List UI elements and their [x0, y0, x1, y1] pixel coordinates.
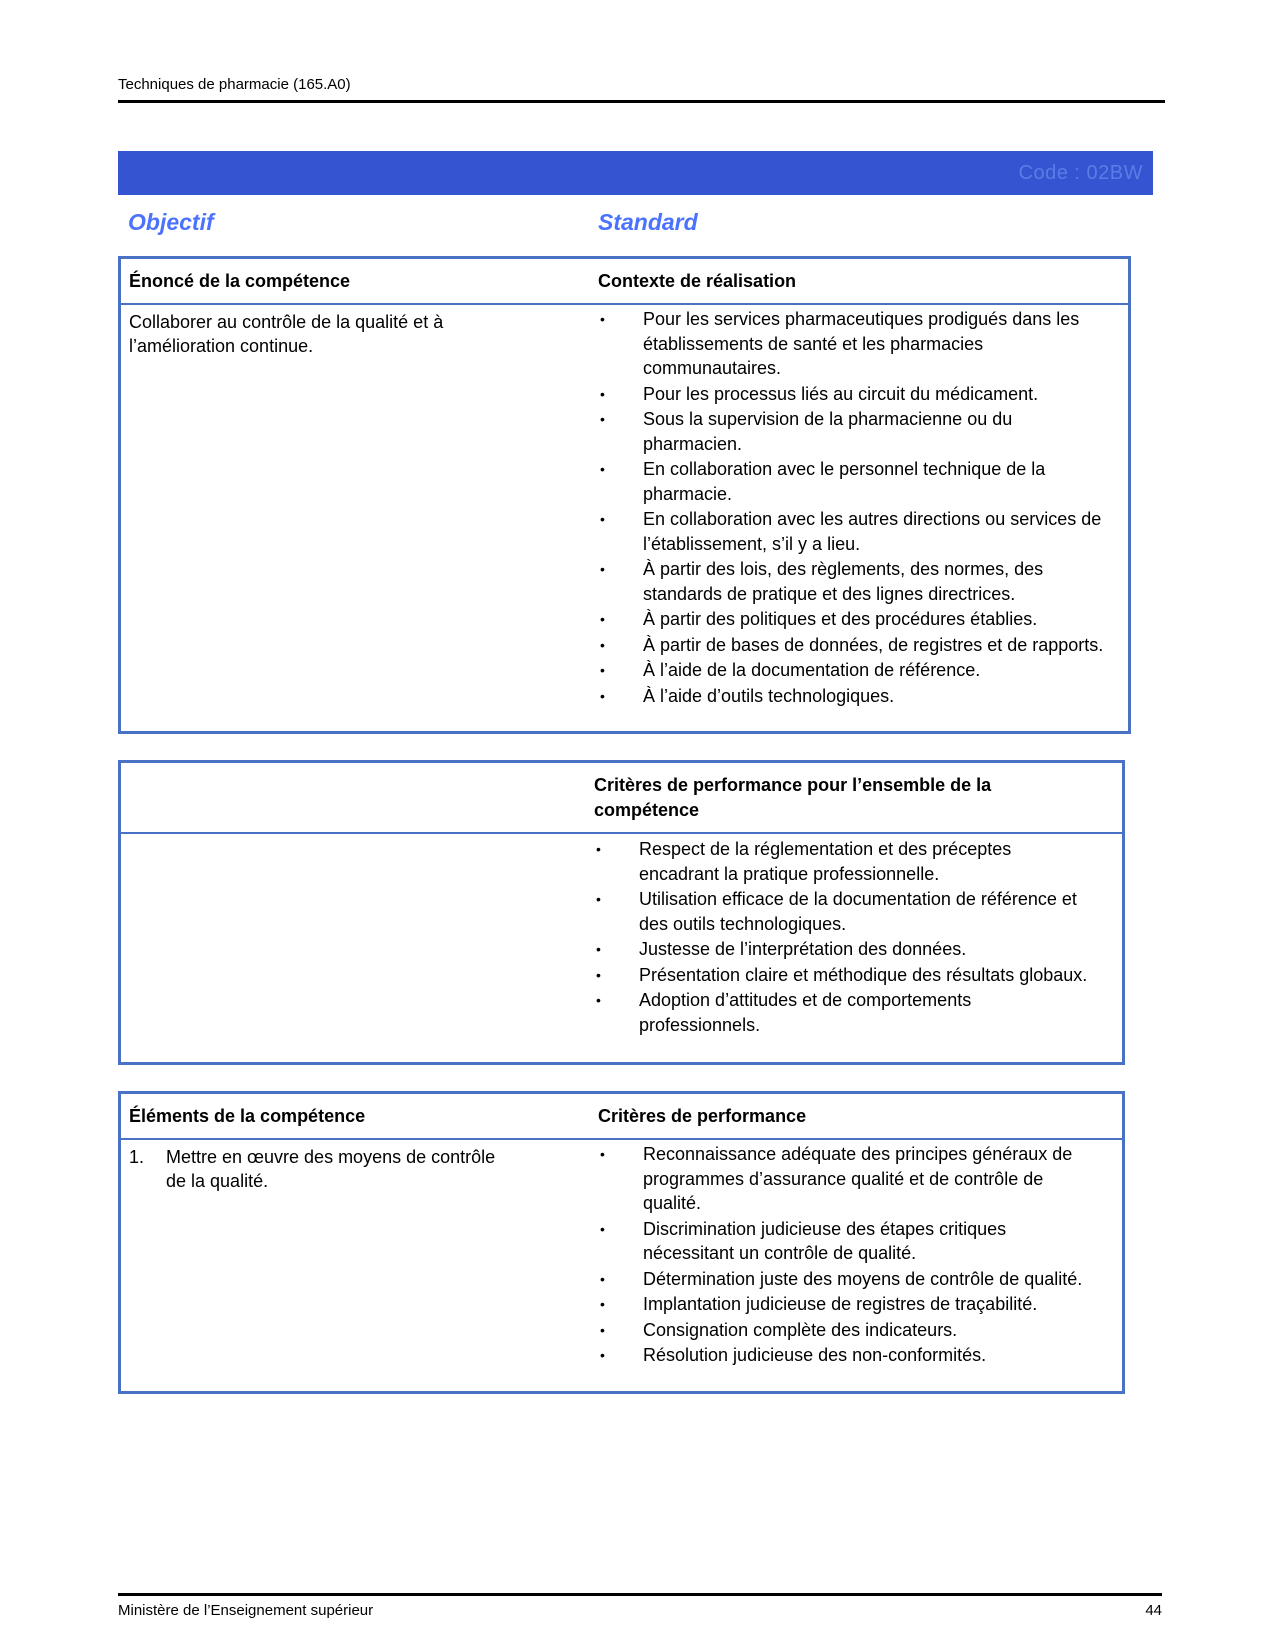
bullet-icon: • — [600, 662, 605, 678]
bullet-icon: • — [600, 1220, 605, 1237]
global-criteria-item: • Justesse de l’interprétation des données. — [594, 937, 1089, 962]
bullet-icon: • — [600, 511, 605, 527]
page-number: 44 — [1145, 1602, 1162, 1619]
competence-heading: Énoncé de la compétence — [129, 271, 351, 291]
criteria-item: • Discrimination judicieuse des étapes critiques nécessitant un contrôle de qualité. — [600, 1218, 1007, 1263]
competence-box — [118, 256, 1131, 734]
code-banner — [118, 151, 1153, 195]
element-number: 1. — [129, 1147, 145, 1167]
elements-box — [118, 1091, 1125, 1394]
program-title: Techniques de pharmacie (165.A0) — [118, 76, 351, 93]
context-item: • En collaboration avec le personnel technique de la pharmacie. — [600, 459, 1046, 504]
global-criteria-heading-line: Critères de performance pour l’ensemble de la — [594, 775, 992, 795]
element-text-line: de la qualité. — [166, 1171, 269, 1191]
bullet-icon: • — [600, 1347, 605, 1363]
bullet-icon: • — [596, 941, 601, 957]
competence-statement-line: l’amélioration continue. — [129, 336, 314, 356]
global-criteria-box — [118, 760, 1125, 1065]
global-criteria-heading — [594, 773, 1074, 823]
bullet-icon: • — [600, 1321, 605, 1338]
bullet-icon: • — [596, 966, 601, 983]
element-item — [129, 1145, 589, 1193]
criteria-item: • Reconnaissance adéquate des principes généraux de programmes d’assurance qualité et de contrôle de qualité. — [600, 1144, 1073, 1213]
global-criteria-heading-line: compétence — [594, 800, 700, 820]
criteria-item: • Implantation judicieuse de registres de traçabilité. — [598, 1292, 1098, 1317]
criteria-item: • Détermination juste des moyens de contrôle de qualité. — [598, 1267, 1098, 1292]
context-item: • À partir des politiques et des procédures établies. — [598, 607, 1113, 632]
context-item: • À partir de bases de données, de registres et de rapports. — [598, 633, 1113, 658]
bullet-icon: • — [600, 311, 605, 327]
context-item: • En collaboration avec les autres directions ou services de l’établissement, s’il y a lieu. — [600, 509, 1102, 554]
bullet-icon: • — [600, 636, 605, 653]
global-criteria-item: • Adoption d’attitudes et de comportements professionnels. — [596, 990, 972, 1035]
competence-statement-line: Collaborer au contrôle de la qualité et à — [129, 312, 444, 332]
bullet-icon: • — [600, 461, 605, 477]
context-item: • Sous la supervision de la pharmacienne ou du pharmacien. — [600, 409, 1013, 454]
competence-statement — [129, 310, 589, 358]
bullet-icon: • — [600, 411, 605, 427]
global-criteria-item: • Présentation claire et méthodique des résultats globaux. — [594, 963, 1089, 988]
bullet-icon: • — [600, 561, 605, 577]
context-item: • À partir des lois, des règlements, des normes, des standards de pratique et des lignes directrices. — [600, 559, 1044, 604]
bullet-icon: • — [600, 1270, 605, 1287]
context-item: • Pour les services pharmaceutiques prodigués dans les établissements de santé et les pharmacies communautaires. — [600, 309, 1080, 378]
element-text-line: Mettre en œuvre des moyens de contrôle — [166, 1147, 496, 1167]
bullet-icon: • — [596, 992, 601, 1008]
competency-code: Code : 02BW — [1018, 162, 1143, 184]
elements-heading: Éléments de la compétence — [129, 1106, 366, 1126]
context-item: • À l’aide de la documentation de référence. — [598, 658, 1113, 683]
context-item: • À l’aide d’outils technologiques. — [598, 684, 1113, 709]
criteria-item: • Consignation complète des indicateurs. — [598, 1318, 1098, 1343]
bullet-icon: • — [600, 611, 605, 627]
page-header — [118, 76, 1165, 103]
bullet-icon: • — [600, 385, 605, 402]
bullet-icon: • — [596, 841, 601, 857]
criteria-list — [598, 1142, 1098, 1369]
bullet-icon: • — [600, 1146, 605, 1162]
context-heading: Contexte de réalisation — [598, 271, 797, 291]
criteria-heading: Critères de performance — [598, 1106, 807, 1126]
context-list — [598, 307, 1113, 709]
bullet-icon: • — [596, 891, 601, 907]
context-item: • Pour les processus liés au circuit du médicament. — [598, 382, 1113, 407]
standard-title: Standard — [598, 209, 698, 235]
ministry-name: Ministère de l’Enseignement supérieur — [118, 1602, 374, 1619]
objective-title: Objectif — [128, 209, 214, 235]
page-footer — [118, 1593, 1162, 1622]
criteria-item: • Résolution judicieuse des non-conformités. — [598, 1343, 1098, 1368]
bullet-icon: • — [600, 1296, 605, 1312]
global-criteria-item: • Utilisation efficace de la documentation de référence et des outils technologiques. — [596, 889, 1077, 934]
bullet-icon: • — [600, 687, 605, 704]
global-criteria-list — [594, 837, 1089, 1038]
global-criteria-item: • Respect de la réglementation et des préceptes encadrant la pratique professionnelle. — [596, 839, 1012, 884]
